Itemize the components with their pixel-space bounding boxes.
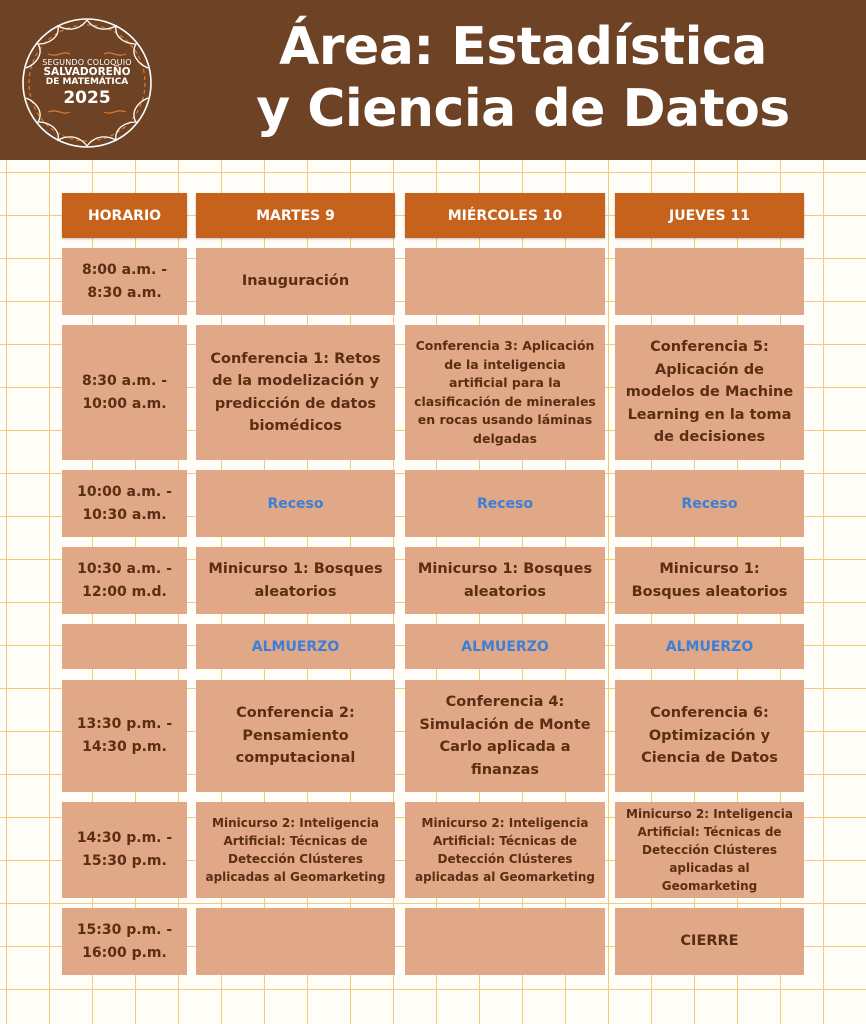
jueves-slot-6: Conferencia 6: Optimización y Ciencia de Datos <box>615 680 804 792</box>
miercoles-lunch: ALMUERZO <box>405 624 605 669</box>
martes-slot-8 <box>196 908 395 975</box>
time-slot-1: 8:00 a.m. - 8:30 a.m. <box>62 248 187 315</box>
jueves-slot-2: Conferencia 5: Aplicación de modelos de Machine Learning en la toma de decisiones <box>615 325 804 460</box>
miercoles-break-1: Receso <box>405 470 605 537</box>
column-header-martes: MARTES 9 <box>196 193 395 238</box>
logo-line-2: SALVADOREÑO <box>43 66 131 79</box>
miercoles-slot-7: Minicurso 2: Inteligencia Artificial: Técnicas de Detección Clústeres aplicadas al Geomarketing <box>405 802 605 898</box>
martes-slot-7: Minicurso 2: Inteligencia Artificial: Técnicas de Detección Clústeres aplicadas al Geomarketing <box>196 802 395 898</box>
title-line-2: y Ciencia de Datos <box>256 79 790 139</box>
miercoles-slot-8 <box>405 908 605 975</box>
martes-lunch: ALMUERZO <box>196 624 395 669</box>
jueves-lunch: ALMUERZO <box>615 624 804 669</box>
time-slot-2: 8:30 a.m. - 10:00 a.m. <box>62 325 187 460</box>
column-header-jueves: JUEVES 11 <box>615 193 804 238</box>
time-slot-4: 10:30 a.m. - 12:00 m.d. <box>62 547 187 614</box>
miercoles-slot-6: Conferencia 4: Simulación de Monte Carlo aplicada a finanzas <box>405 680 605 792</box>
martes-slot-6: Conferencia 2: Pensamiento computacional <box>196 680 395 792</box>
time-slot-8: 15:30 p.m. - 16:00 p.m. <box>62 908 187 975</box>
jueves-break-1: Receso <box>615 470 804 537</box>
miercoles-slot-4: Minicurso 1: Bosques aleatorios <box>405 547 605 614</box>
logo-line-1: SEGUNDO COLOQUIO <box>42 57 132 67</box>
jueves-slot-4: Minicurso 1: Bosques aleatorios <box>615 547 804 614</box>
logo-text <box>18 14 156 152</box>
martes-slot-2: Conferencia 1: Retos de la modelización y predicción de datos biomédicos <box>196 325 395 460</box>
miercoles-slot-1 <box>405 248 605 315</box>
miercoles-slot-2: Conferencia 3: Aplicación de la inteligencia artificial para la clasificación de minerales en rocas usando láminas delgadas <box>405 325 605 460</box>
martes-slot-4: Minicurso 1: Bosques aleatorios <box>196 547 395 614</box>
title-line-1: Área: Estadística <box>279 17 767 77</box>
time-slot-7: 14:30 p.m. - 15:30 p.m. <box>62 802 187 898</box>
page-header <box>0 0 866 160</box>
jueves-closing: CIERRE <box>615 908 804 975</box>
martes-slot-1: Inauguración <box>196 248 395 315</box>
martes-break-1: Receso <box>196 470 395 537</box>
page-title <box>180 16 866 140</box>
time-slot-5 <box>62 624 187 669</box>
event-logo <box>18 14 156 152</box>
jueves-slot-1 <box>615 248 804 315</box>
column-header-miercoles: MIÉRCOLES 10 <box>405 193 605 238</box>
time-slot-6: 13:30 p.m. - 14:30 p.m. <box>62 680 187 792</box>
time-slot-3: 10:00 a.m. - 10:30 a.m. <box>62 470 187 537</box>
column-header-horario: HORARIO <box>62 193 187 238</box>
logo-year: 2025 <box>63 87 111 108</box>
logo-line-3: DE MATEMÁTICA <box>45 77 129 88</box>
jueves-slot-7: Minicurso 2: Inteligencia Artificial: Técnicas de Detección Clústeres aplicadas al Geomarketing <box>615 802 804 898</box>
